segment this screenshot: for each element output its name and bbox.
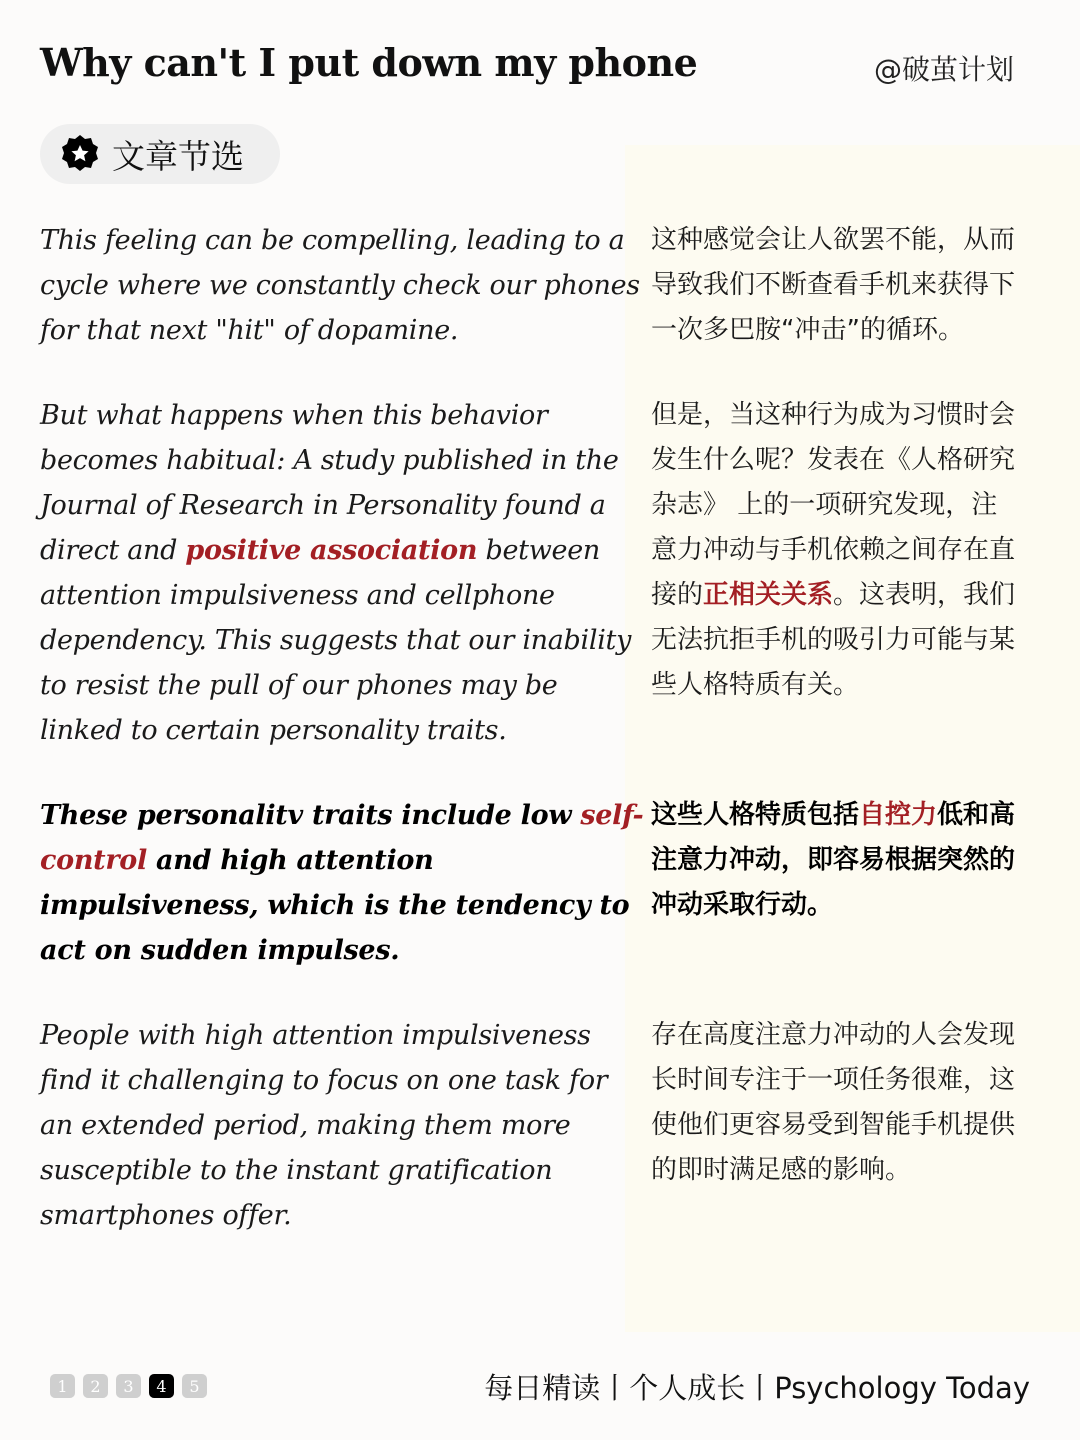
text-line: [651, 528, 1015, 573]
text-segment: attention impulsiveness and cellphone: [40, 580, 555, 611]
text-line: [40, 218, 640, 263]
text-segment: becomes habitual: A study published in the: [40, 445, 619, 476]
text-segment: find it challenging to focus on one task for: [40, 1065, 608, 1096]
text-segment: People with high attention impulsiveness: [40, 1020, 591, 1051]
chinese-paragraph: [651, 1013, 1015, 1193]
page-indicator: [50, 1374, 207, 1398]
text-line: [651, 438, 1015, 483]
text-line: [40, 1013, 607, 1058]
text-line: [40, 883, 643, 928]
text-segment: 意力冲动与手机依赖之间存在直: [651, 535, 1016, 565]
text-segment: But what happens when this behavior: [40, 400, 548, 431]
text-line: [651, 1058, 1015, 1103]
text-segment: to resist the pull of our phones may be: [40, 670, 558, 701]
text-line: [40, 263, 640, 308]
text-line: [40, 1103, 607, 1148]
star-seal-icon: [60, 134, 100, 174]
text-line: [40, 483, 631, 528]
text-line: [651, 308, 1015, 353]
text-segment: 这种感觉会让人欲罢不能，从而: [651, 225, 1016, 255]
text-line: [40, 393, 631, 438]
text-segment: smartphones offer.: [40, 1200, 292, 1231]
text-line: [40, 1058, 607, 1103]
text-segment: and high attention: [146, 845, 434, 876]
text-line: [651, 663, 1015, 708]
text-segment: 注意力冲动，即容易根据突然的: [651, 845, 1016, 875]
text-segment: an extended period, making them more: [40, 1110, 571, 1141]
text-line: [651, 218, 1015, 263]
text-line: [40, 928, 643, 973]
text-line: [40, 528, 631, 573]
text-line: [40, 308, 640, 353]
text-segment: 长时间专注于一项任务很难，这: [651, 1065, 1016, 1095]
highlighted-phrase: 正相关关系: [703, 580, 834, 610]
text-line: [40, 1193, 607, 1238]
text-line: [651, 1103, 1015, 1148]
english-paragraph: [40, 393, 631, 753]
excerpt-badge: [40, 124, 280, 184]
text-segment: impulsiveness, which is the tendency to: [40, 890, 630, 921]
text-line: [651, 1013, 1015, 1058]
text-line: [651, 393, 1015, 438]
page-dot-4: 4: [149, 1374, 174, 1398]
text-line: [651, 573, 1015, 618]
text-line: [40, 618, 631, 663]
text-segment: This feeling can be compelling, leading to a: [40, 225, 625, 256]
badge-label: 文章节选: [112, 136, 244, 176]
text-line: [651, 618, 1015, 663]
text-line: [40, 838, 643, 883]
text-line: [40, 708, 631, 753]
text-segment: 但是，当这种行为成为习惯时会: [651, 400, 1016, 430]
text-segment: 低和高: [937, 800, 1016, 830]
text-line: [651, 838, 1015, 883]
text-line: [651, 263, 1015, 308]
page-dot-3: 3: [116, 1374, 141, 1398]
text-segment: 这些人格特质包括: [651, 800, 860, 830]
chinese-paragraph: [651, 218, 1015, 353]
highlighted-phrase: positive association: [185, 535, 478, 566]
text-segment: direct and: [40, 535, 186, 566]
text-segment: 无法抗拒手机的吸引力可能与某: [651, 625, 1016, 655]
highlighted-phrase: 自控力: [859, 800, 938, 830]
highlighted-phrase: self-: [580, 800, 644, 831]
text-segment: 发生什么呢？发表在《人格研究: [651, 445, 1016, 475]
text-segment: 使他们更容易受到智能手机提供: [651, 1110, 1016, 1140]
text-line: [40, 573, 631, 618]
page-dot-5: 5: [182, 1374, 207, 1398]
highlighted-phrase: control: [40, 845, 147, 876]
english-paragraph: [40, 218, 640, 353]
text-line: [40, 1148, 607, 1193]
text-line: [651, 883, 1015, 928]
text-segment: 杂志》 上的一项研究发现，注: [651, 490, 998, 520]
text-segment: 一次多巴胺“冲击”的循环。: [651, 315, 964, 345]
text-segment: 。这表明，我们: [833, 580, 1016, 610]
text-segment: between: [477, 535, 600, 566]
text-segment: 导致我们不断查看手机来获得下: [651, 270, 1016, 300]
text-segment: dependency. This suggests that our inability: [40, 625, 632, 656]
footer-tags: 每日精读丨个人成长丨Psychology Today: [484, 1371, 1030, 1405]
text-segment: Journal of Research in Personality found a: [40, 490, 606, 521]
page-dot-2: 2: [83, 1374, 108, 1398]
text-segment: 接的: [651, 580, 704, 610]
text-segment: 存在高度注意力冲动的人会发现: [651, 1020, 1016, 1050]
text-segment: 的即时满足感的影响。: [651, 1155, 912, 1185]
author-handle: @破茧计划: [874, 53, 1015, 86]
text-line: [651, 1148, 1015, 1193]
text-line: [40, 793, 643, 838]
english-paragraph: [40, 793, 643, 973]
text-segment: 冲动采取行动。: [651, 890, 834, 920]
text-segment: linked to certain personality traits.: [40, 715, 507, 746]
text-line: [651, 483, 1015, 528]
text-line: [40, 663, 631, 708]
text-line: [40, 438, 631, 483]
text-segment: These personalitv traits include low: [40, 800, 581, 831]
text-segment: for that next "hit" of dopamine.: [40, 315, 459, 346]
text-segment: 些人格特质有关。: [651, 670, 860, 700]
text-segment: cycle where we constantly check our phones: [40, 270, 640, 301]
text-segment: act on sudden impulses.: [40, 935, 400, 966]
text-line: [651, 793, 1015, 838]
chinese-paragraph: [651, 793, 1015, 928]
chinese-paragraph: [651, 393, 1015, 708]
text-segment: susceptible to the instant gratification: [40, 1155, 553, 1186]
page-dot-1: 1: [50, 1374, 75, 1398]
page-title: Why can't I put down my phone: [40, 40, 698, 85]
english-paragraph: [40, 1013, 607, 1238]
